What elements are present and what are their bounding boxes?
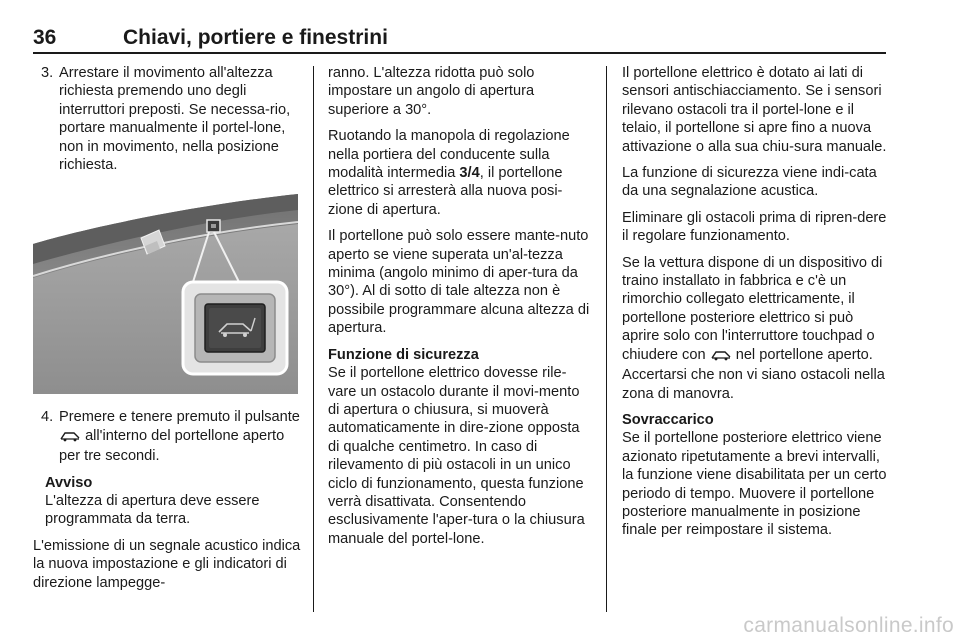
section-heading: Funzione di sicurezza — [328, 346, 479, 363]
paragraph-text: , il portellone elettrico si arresterà alla nuova posi-zione di apertura. — [328, 165, 563, 218]
tailgate-button-illustration — [33, 186, 298, 394]
column-divider-1 — [313, 66, 314, 612]
paragraph: Il portellone può solo essere mante-nuto aperto se viene superata un'al-tezza minima (angolo minimo di aper-tura da 30°). Al di sotto di tale altezza non è possibile programmare alcuna altezza di apertura. — [328, 228, 590, 337]
column-middle — [328, 64, 593, 556]
paragraph: L'emissione di un segnale acustico indica la nuova impostazione e gli indicatori di direzione lampegge- — [33, 537, 301, 591]
paragraph: Eliminare gli ostacoli prima di ripren-dere il regolare funzionamento. — [622, 209, 887, 245]
paragraph: ranno. L'altezza ridotta può solo impostare un angolo di apertura superiore a 30°. — [328, 65, 535, 118]
paragraph — [622, 254, 890, 403]
illustration-svg — [33, 186, 298, 394]
watermark: carmanualsonline.info — [743, 614, 954, 637]
paragraph: La funzione di sicurezza viene indi-cata da una segnalazione acustica. — [622, 165, 877, 200]
paragraph — [328, 127, 593, 219]
chapter-title: Chiavi, portiere e finestrini — [123, 26, 388, 49]
note-title: Avviso — [45, 474, 93, 491]
step-text: Premere e tenere premuto il pulsante — [59, 409, 300, 426]
paragraph: Se il portellone elettrico dovesse rile-vare un ostacolo durante il movi-mento di apertura o chiusura, si muoverà automaticamente in dire-zione opposta di qualche centimetro. In caso di rilevamento di più ostacoli in un unico ciclo di funzionamento, questa funzione verrà disattivata. Consentendo esclusivamente l'aper-tura o la chiusura manuale del portel-lone. — [328, 365, 585, 547]
step-text: Arrestare il movimento all'altezza richiesta premendo uno degli interruttori preposti. Se necessa-rio, portare manualmente il portel-lone, non in movimento, nella posizione richiesta. — [59, 65, 291, 174]
mode-value: 3/4 — [459, 165, 480, 182]
step-3 — [33, 64, 301, 174]
paragraph-text: nel portellone aperto. Accertarsi che non vi siano ostacoli nella zona di manovra. — [622, 346, 885, 402]
paragraph: Se il portellone posteriore elettrico viene azionato ripetutamente a brevi intervalli, la funzione viene disabilitata per un certo periodo di tempo. Muovere il portellone posteriore manualmente in posizione finale per reimpostare il sistema. — [622, 430, 887, 539]
paragraph-text: Se la vettura dispone di un dispositivo di traino installato in fabbrica e c'è un rimorchio collegato elettricamente, il portellone posteriore elettrico si può aprire solo con l'interruttore touchpad o chiudere con — [622, 254, 883, 363]
note-text: L'altezza di apertura deve essere programmata da terra. — [45, 493, 260, 528]
column-divider-2 — [606, 66, 607, 612]
tailgate-button-icon — [59, 429, 81, 447]
section-heading: Sovraccarico — [622, 411, 714, 428]
column-left — [33, 64, 301, 600]
page-number: 36 — [33, 26, 57, 49]
header-rule — [33, 52, 886, 54]
step-number: 4. — [41, 409, 54, 426]
paragraph: Il portellone elettrico è dotato ai lati di sensori antischiacciamento. Se i sensori rilevano ostacoli tra il portel-lone e il telaio, il portellone si apre fino a nuova attivazione o alla sua chiu-sura manuale. — [622, 65, 887, 155]
step-number: 3. — [41, 65, 54, 81]
tailgate-close-icon — [710, 348, 732, 366]
column-right — [622, 64, 890, 548]
step-4 — [33, 408, 301, 465]
paragraph-text: Ruotando la manopola di regolazione nella portiera del conducente sulla modalità intermedia — [328, 128, 570, 182]
note-block — [33, 474, 301, 529]
step-text-cont: all'interno del portellone aperto per tre secondi. — [59, 427, 285, 465]
page-header — [33, 26, 886, 52]
